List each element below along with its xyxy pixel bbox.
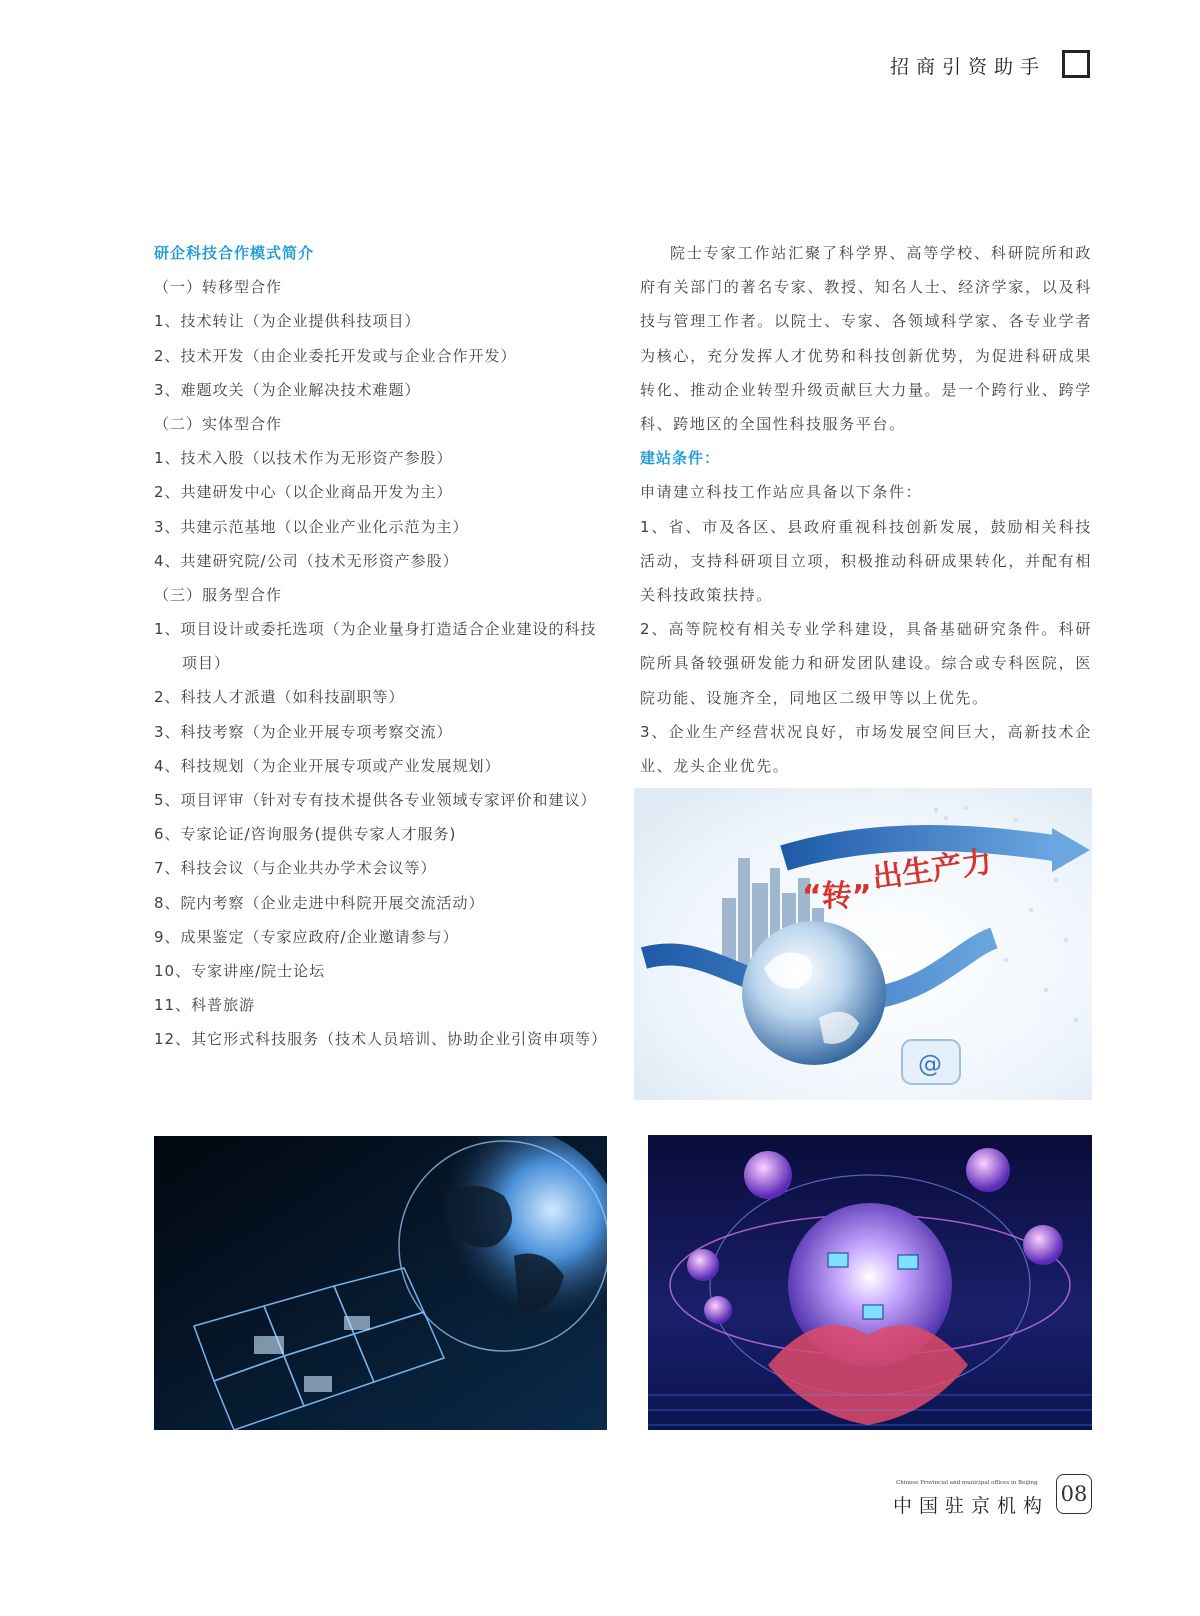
right-column bbox=[640, 236, 1092, 783]
list-item: 1、技术转让（为企业提供科技项目） bbox=[154, 312, 421, 331]
list-item: 2、科技人才派遣（如科技副职等） bbox=[154, 688, 405, 707]
list-item: 8、院内考察（企业走进中科院开展交流活动） bbox=[154, 893, 485, 912]
condition-item-3: 3、企业生产经营状况良好，市场发展空间巨大，高新技术企业、龙头企业优先。 bbox=[640, 722, 1092, 776]
list-item: 2、技术开发（由企业委托开发或与企业合作开发） bbox=[154, 346, 517, 365]
list-item: 11、科普旅游 bbox=[154, 996, 256, 1015]
productivity-banner-image bbox=[634, 788, 1092, 1100]
list-item: 3、科技考察（为企业开展专项考察交流） bbox=[154, 722, 453, 741]
list-item: 1、技术入股（以技术作为无形资产参股） bbox=[154, 449, 453, 468]
footer-english-title: Chinese Provincial and municipal offices in Beijing bbox=[896, 1480, 1038, 1486]
network-hands-image bbox=[648, 1135, 1092, 1430]
banner-slogan-text: 出生产力 bbox=[870, 844, 994, 896]
list-item: 12、其它形式科技服务（技术人员培训、协助企业引资申项等） bbox=[154, 1030, 608, 1049]
footer-chinese-title: 中国驻京机构 bbox=[893, 1495, 1050, 1517]
conditions-lead: 申请建立科技工作站应具备以下条件： bbox=[640, 483, 923, 502]
list-item: 4、科技规划（为企业开展专项或产业发展规划） bbox=[154, 756, 501, 775]
page-number: 08 bbox=[1056, 1474, 1092, 1514]
banner-quote-text: “转” bbox=[802, 879, 872, 914]
workstation-intro-paragraph: 院士专家工作站汇聚了科学界、高等学校、科研院所和政府有关部门的著名专家、教授、知名人士、经济学家，以及科技与管理工作者。以院士、专家、各领域科学家、各专业学者为核心，充分发挥人才优势和科技创新优势，为促进科研成果转化、推动企业转型升级贡献巨大力量。是一个跨行业、跨学科、跨地区的全国性科技服务平台。 bbox=[640, 244, 1092, 434]
list-item: 3、共建示范基地（以企业产业化示范为主） bbox=[154, 517, 469, 536]
left-column bbox=[154, 236, 614, 1057]
cooperation-mode-list bbox=[154, 270, 614, 1056]
conditions-heading: 建站条件： bbox=[640, 449, 721, 468]
list-item: 项目） bbox=[182, 654, 231, 673]
at-icon: @ bbox=[918, 1050, 942, 1078]
list-item: （一）转移型合作 bbox=[154, 278, 283, 297]
list-item: 9、成果鉴定（专家应政府/企业邀请参与） bbox=[154, 927, 459, 946]
list-item: （三）服务型合作 bbox=[154, 585, 283, 604]
list-item: 5、项目评审（针对专有技术提供各专业领域专家评价和建议） bbox=[154, 791, 597, 809]
tech-globe-image bbox=[154, 1136, 607, 1430]
left-section-heading: 研企科技合作模式简介 bbox=[154, 244, 315, 262]
list-item: 3、难题攻关（为企业解决技术难题） bbox=[154, 380, 421, 399]
list-item: 2、共建研发中心（以企业商品开发为主） bbox=[154, 483, 453, 502]
list-item: （二）实体型合作 bbox=[154, 414, 283, 433]
condition-item-1: 1、省、市及各区、县政府重视科技创新发展，鼓励相关科技活动，支持科研项目立项，积极推动科研成果转化，并配有相关科技政策扶持。 bbox=[640, 517, 1092, 605]
list-item: 10、专家讲座/院士论坛 bbox=[154, 961, 326, 980]
list-item: 7、科技会议（与企业共办学术会议等） bbox=[154, 859, 437, 878]
running-header-title: 招商引资助手 bbox=[890, 56, 1047, 78]
condition-item-2: 2、高等院校有相关专业学科建设，具备基础研究条件。科研院所具备较强研发能力和研发团队建设。综合或专科医院，医院功能、设施齐全，同地区二级甲等以上优先。 bbox=[640, 620, 1092, 707]
list-item: 4、共建研究院/公司（技术无形资产参股） bbox=[154, 551, 459, 570]
list-item: 1、项目设计或委托选项（为企业量身打造适合企业建设的科技 bbox=[154, 620, 597, 639]
header-square-mark bbox=[1062, 50, 1090, 78]
list-item: 6、专家论证/咨询服务(提供专家人才服务) bbox=[154, 825, 457, 844]
